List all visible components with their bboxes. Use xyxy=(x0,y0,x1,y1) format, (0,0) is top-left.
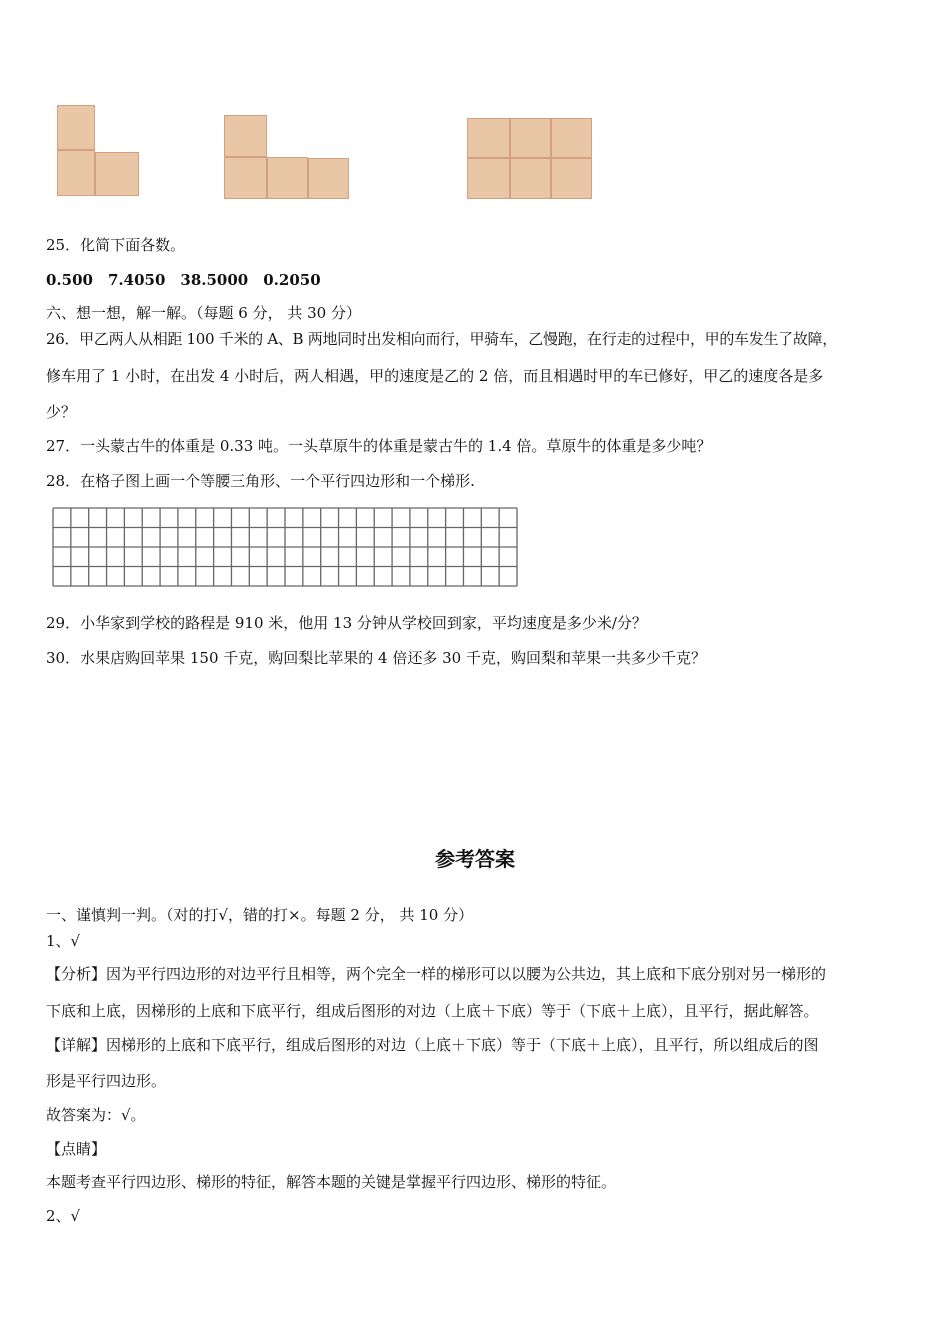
answers-title: 参考答案 xyxy=(435,847,515,871)
answer-2: 2、√ xyxy=(46,1207,81,1225)
conclusion: 故答案为：√。 xyxy=(46,1106,146,1124)
square xyxy=(57,105,95,150)
question-26-line2: 修车用了 1 小时，在出发 4 小时后，两人相遇，甲的速度是乙的 2 倍，而且相遇时甲的车已修好，甲乙的速度各是多 xyxy=(46,367,824,385)
answer-1: 1、√ xyxy=(46,932,81,950)
question-25: 25．化简下面各数。 xyxy=(46,236,186,254)
square xyxy=(308,158,349,199)
answers-section-1: 一、谨慎判一判。（对的打√，错的打×。每题 2 分， 共 10 分） xyxy=(46,906,474,924)
comment: 本题考查平行四边形、梯形的特征，解答本题的关键是掌握平行四边形、梯形的特征。 xyxy=(46,1173,617,1191)
question-25-numbers: 0.500 7.4050 38.5000 0.2050 xyxy=(46,271,321,289)
section-6-heading: 六、想一想，解一解。（每题 6 分， 共 30 分） xyxy=(46,304,361,322)
question-29: 29．小华家到学校的路程是 910 米，他用 13 分钟从学校回到家，平均速度是多少米/分？ xyxy=(46,614,647,632)
square xyxy=(510,118,551,158)
square xyxy=(95,152,139,196)
square xyxy=(267,157,308,199)
question-26-line3: 少？ xyxy=(46,403,77,421)
square xyxy=(467,118,510,158)
question-26-line1: 26．甲乙两人从相距 100 千米的 A、B 两地同时出发相向而行，甲骑车，乙慢跑，在行走的过程中，甲的车发生了故障， xyxy=(46,330,837,348)
square xyxy=(551,118,592,158)
detail-line1: 【详解】因梯形的上底和下底平行，组成后图形的对边（上底＋下底）等于（下底＋上底），且平行，所以组成后的图 xyxy=(46,1036,819,1054)
comment-label: 【点睛】 xyxy=(46,1140,107,1158)
analysis-line1: 【分析】因为平行四边形的对边平行且相等，两个完全一样的梯形可以以腰为公共边，其上底和下底分别对另一梯形的 xyxy=(46,965,827,983)
detail-line2: 形是平行四边形。 xyxy=(46,1072,167,1090)
square xyxy=(551,158,592,199)
question-30: 30．水果店购回苹果 150 千克，购回梨比苹果的 4 倍还多 30 千克，购回梨和苹果一共多少千克？ xyxy=(46,649,706,667)
square xyxy=(224,115,267,157)
question-28: 28．在格子图上画一个等腰三角形、一个平行四边形和一个梯形. xyxy=(46,472,475,490)
square xyxy=(57,150,95,196)
square xyxy=(224,157,267,199)
analysis-line2: 下底和上底，因梯形的上底和下底平行，组成后图形的对边（上底＋下底）等于（下底＋上底），且平行，据此解答。 xyxy=(46,1002,819,1020)
square xyxy=(467,158,510,199)
square xyxy=(510,158,551,199)
question-27: 27．一头蒙古牛的体重是 0.33 吨。一头草原牛的体重是蒙古牛的 1.4 倍。草原牛的体重是多少吨？ xyxy=(46,437,712,455)
drawing-grid[interactable] xyxy=(52,507,518,587)
